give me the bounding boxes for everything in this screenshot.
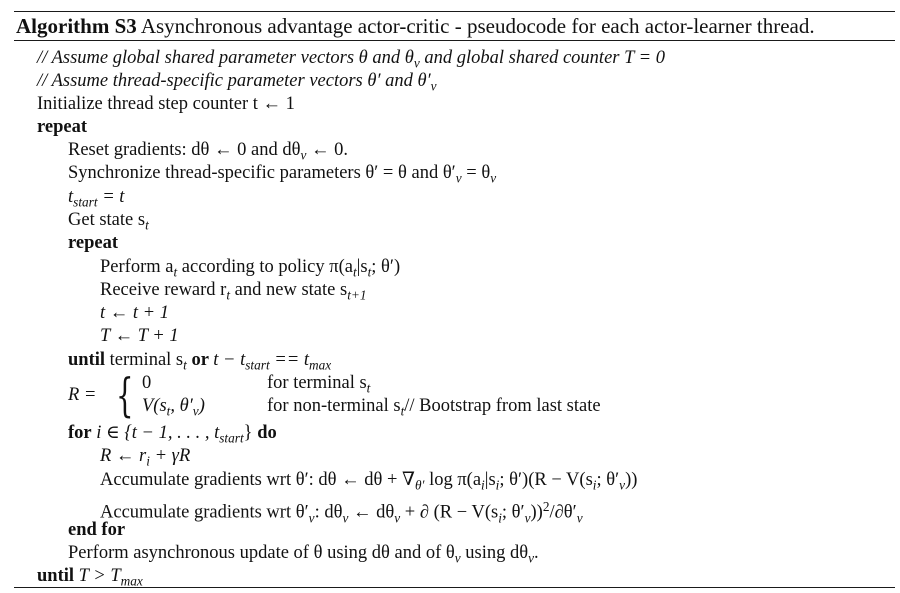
algorithm-caption (16, 12, 896, 40)
comment-thread-params: // Assume thread-specific parameter vectors θ′ and $\theta'_v$ (37, 71, 437, 94)
repeat-outer-keyword: repeat (37, 117, 87, 137)
accumulate-value-gradient-line: Accumulate gradients wrt $\theta'_v$: $d\theta_v$ ← $d\theta_v$ + ∂ ($R - V(s_i$; $\theta'_v))^2/\partial\theta'_v$ (100, 499, 583, 526)
return-definition (68, 368, 708, 422)
for-loop-line: for i ∈ {t − 1, . . . , $t_{start}$} do (68, 423, 277, 446)
return-update-line: R ← $r_i + \gamma R$ (100, 446, 191, 469)
until-inner-line: until terminal $s_t$ or $t - t_{start} == t_{max}$ (68, 350, 332, 373)
return-lhs: R = (68, 385, 97, 405)
algorithm-title: Asynchronous advantage actor-critic - pseudocode for each actor-learner thread. (140, 14, 815, 38)
synchronize-params-line: Synchronize thread-specific parameters θ′ = θ and $\theta'_v = \theta_v$ (68, 163, 497, 186)
algorithm-label: Algorithm S3 (16, 14, 137, 38)
repeat-inner-keyword: repeat (68, 233, 118, 253)
case-terminal-value: 0 (142, 373, 152, 393)
case-terminal-condition: for terminal $s_t$ (267, 373, 371, 396)
caption-rule (14, 40, 895, 41)
reset-gradients-line: Reset gradients: dθ ← 0 and $d\theta_v$ ← 0. (68, 140, 349, 163)
perform-action-line: Perform $a_t$ according to policy $\pi(a_t|s_t$; θ′) (100, 257, 401, 280)
comment-global-params: // Assume global shared parameter vectors θ and $\theta_v$ and global shared counter T = 0 (37, 48, 666, 71)
bottom-rule (14, 587, 895, 588)
async-update-line: Perform asynchronous update of θ using dθ and of $\theta_v$ using $d\theta_v$. (68, 543, 539, 566)
case-nonterminal-condition: for non-terminal $s_t//$ Bootstrap from last state (267, 396, 601, 419)
accumulate-policy-gradient-line: Accumulate gradients wrt θ′: dθ ← $d\theta + \nabla_{\theta'}$ $\log \pi(a_i|s_i$; $\theta')(R - V(s_i$; $\theta'_v$)) (100, 470, 638, 493)
get-state-line: Get state $s_t$ (68, 210, 149, 233)
cases-brace: { (116, 368, 134, 422)
receive-reward-line: Receive reward $r_t$ and new state $s_{t+1}$ (100, 280, 367, 303)
end-for-keyword: end for (68, 520, 126, 540)
init-step-counter: Initialize thread step counter t ← 1 (37, 94, 295, 114)
until-outer-line: until $T > T_{max}$ (37, 566, 143, 589)
case-nonterminal-value: $V(s_t$, $\theta'_v$) (142, 396, 205, 419)
T-increment-line: T ← T + 1 (100, 326, 179, 346)
tstart-assign-line: $t_{start} = t$ (68, 187, 125, 210)
t-increment-line: t ← t + 1 (100, 303, 170, 323)
